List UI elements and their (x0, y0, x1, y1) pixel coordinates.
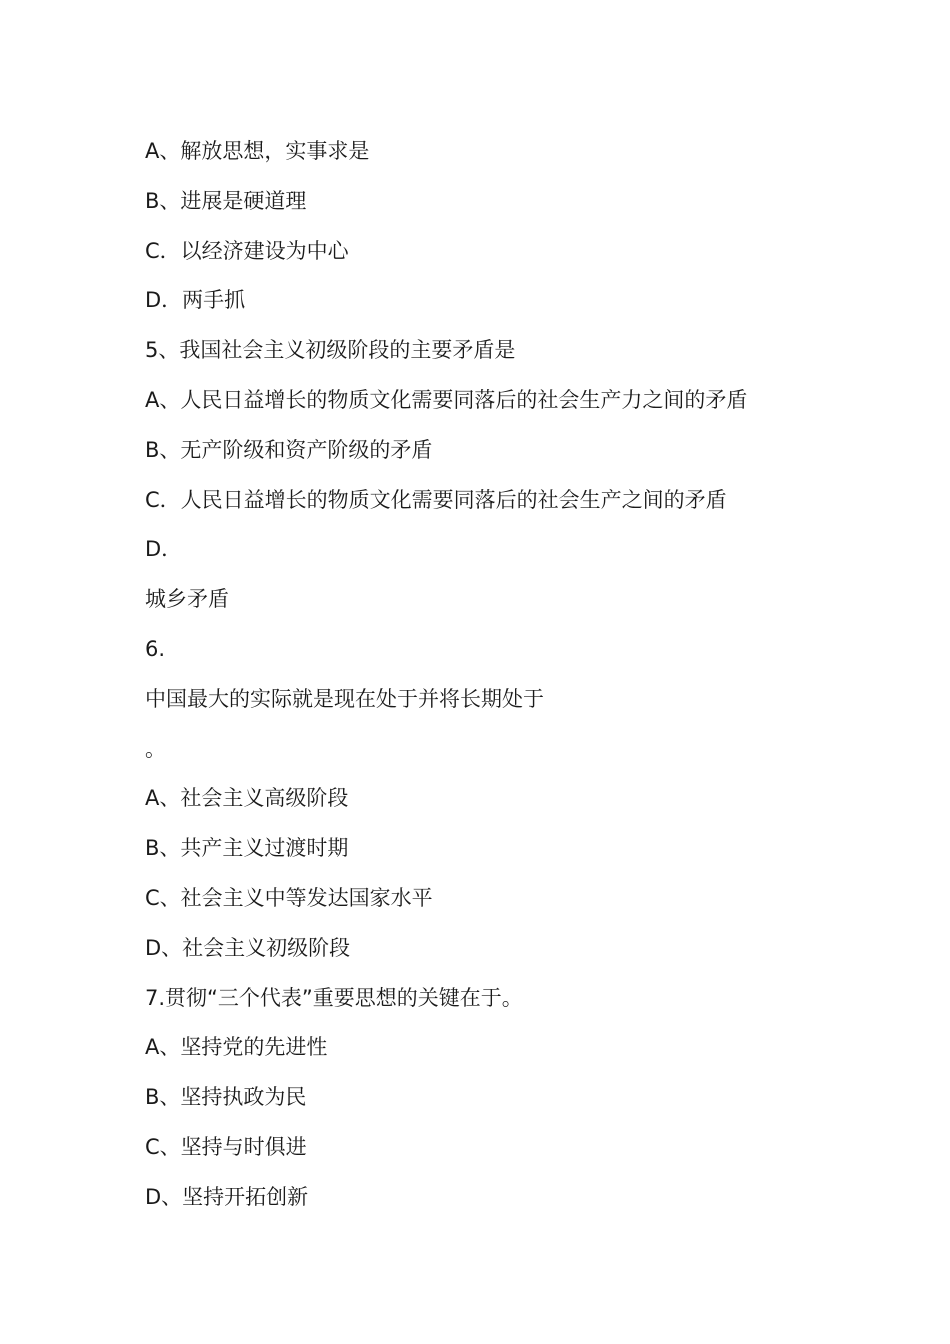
option-a-q6: A、社会主义高级阶段 (145, 786, 349, 811)
option-b-q7: B、坚持执政为民 (145, 1085, 307, 1110)
option-c-q7: C、坚持与时俱进 (145, 1134, 307, 1159)
question-6-number: 6. (145, 636, 166, 661)
option-a-q4: A、解放思想，实事求是 (145, 139, 370, 163)
option-a-q7: A、坚持党的先进性 (145, 1035, 328, 1060)
question-6-end: 。 (145, 736, 166, 761)
option-c-q4: C．以经济建设为中心 (145, 238, 349, 263)
option-d-q5-label: D． (145, 537, 183, 562)
option-d-q5-text: 城乡矛盾 (145, 587, 229, 612)
option-b-q4: B、进展是硬道理 (145, 188, 307, 213)
option-d-q4: D．两手抓 (145, 288, 246, 313)
option-d-q7: D、坚持开拓创新 (145, 1184, 309, 1209)
question-6-text: 中国最大的实际就是现在处于并将长期处于 (145, 686, 544, 711)
question-7: 7.贯彻“三个代表”重要思想的关键在于。 (145, 985, 523, 1010)
option-a-q5: A、人民日益增长的物质文化需要同落后的社会生产力之间的矛盾 (145, 387, 748, 412)
option-b-q6: B、共产主义过渡时期 (145, 836, 349, 861)
option-d-q6: D、社会主义初级阶段 (145, 935, 351, 960)
option-b-q5: B、无产阶级和资产阶级的矛盾 (145, 437, 433, 462)
question-text-block (145, 133, 905, 1229)
question-5: 5、我国社会主义初级阶段的主要矛盾是 (145, 338, 516, 363)
option-c-q6: C、社会主义中等发达国家水平 (145, 885, 433, 910)
option-c-q5: C．人民日益增长的物质文化需要同落后的社会生产之间的矛盾 (145, 487, 727, 512)
